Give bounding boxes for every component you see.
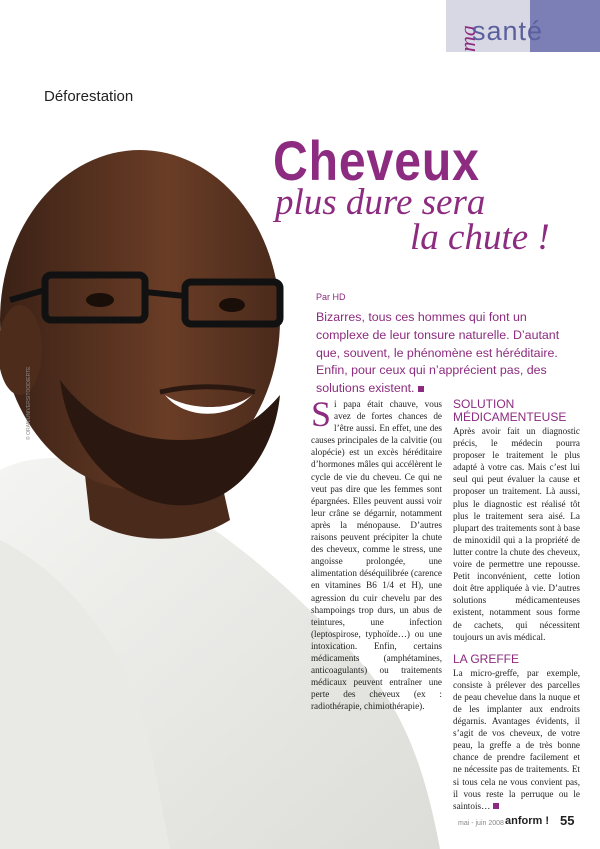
section-label: Déforestation (44, 88, 134, 105)
end-square-icon (493, 803, 499, 809)
page-number: 55 (560, 813, 575, 828)
footer-date: mai - juin 2008 (458, 820, 504, 827)
heading-solution: SOLUTION MÉDICAMENTEUSE (453, 397, 567, 424)
greffe-text: La micro-greffe, par exemple, consiste à prélever des parcelles de peau chevelue dans la nuque et de les implanter aux endroits dégarnis. Avantages évidents, il s’agit de vos cheveux, de votre peau, la greffe a de très bonne chance de prendre facilement et ne nécessite pas de traitements. Et si tous cela ne vous convient pas, il vous reste la perruque ou le saintois… (453, 667, 580, 811)
photo-credit: © ORAN/UNIVERSITOODIERTE (26, 366, 32, 440)
footer-brand: anform ! (505, 815, 549, 827)
column-1-text: i papa était chauve, vous avez de fortes chances de l’être aussi. En effet, une des causes principales de la calvitie (ou alopécie) est un excès héréditaire d’hormones mâles qui accélèrent le cycle de vie du cheveu. Ce qui ne veut pas dire que les femmes sont épargnées. Elles peuvent aussi voir leur crâne se dégarnir, notamment après la ménopause. D’autres raisons peuvent précipiter la chute des cheveux, comme le stress, une angoisse prolongée, une alimentation déséquilibrée (carence en vitamines B6 1/4 et H), une agression du cuir chevelu par des shampoings trop durs, un abus de teintures, une infection (leptospirose, typhoïde…) ou une intoxication. Enfin, certains médicaments (amphétamines, anticoagulants) ou traitements médicaux peuvent entraîner une perte des cheveux (ex : radiothérapie, chimiothérapie). (311, 399, 442, 712)
greffe-paragraph (453, 667, 580, 812)
lead-paragraph (316, 309, 578, 398)
article-subtitle-line2: la chute ! (410, 217, 550, 258)
heading-greffe: LA GREFFE (453, 651, 520, 666)
article-title: Cheveux (273, 129, 480, 192)
solution-text: Après avoir fait un diagnostic précis, le médecin pourra proposer le traitement le plus adapté à votre cas. Mais c’est lui seul qui peut évaluer la cause et proposer un traitement. Là aussi, plus le diagnostic est réalisé tôt plus le traitement sera aisé. La plupart des traitements sont à base de minoxidil qui a la propriété de lutter contre la chute des cheveux, voire de permettre une repousse. Petit inconvénient, cette lotion doit être appliquée à vie. D’autres solutions médicamenteuses existent, notamment sous forme de cachets, qui nécessitent toujours un avis médical. (453, 426, 580, 642)
column-1 (311, 394, 442, 712)
article-subtitle-line1: plus dure sera (275, 182, 486, 223)
byline: Par HD (316, 292, 346, 302)
header-ma: ma (455, 25, 480, 52)
column-2 (453, 398, 580, 812)
header-sante: santé (472, 16, 544, 46)
drop-cap: S (311, 394, 332, 434)
lead-text: Bizarres, tous ces hommes qui font un complexe de leur tonsure naturelle. D’autant que, souvent, le phénomène est héréditaire. Enfin, pour ceux qui n’apprécient pas, des solutions existent. (316, 310, 560, 396)
end-square-icon (418, 386, 424, 392)
